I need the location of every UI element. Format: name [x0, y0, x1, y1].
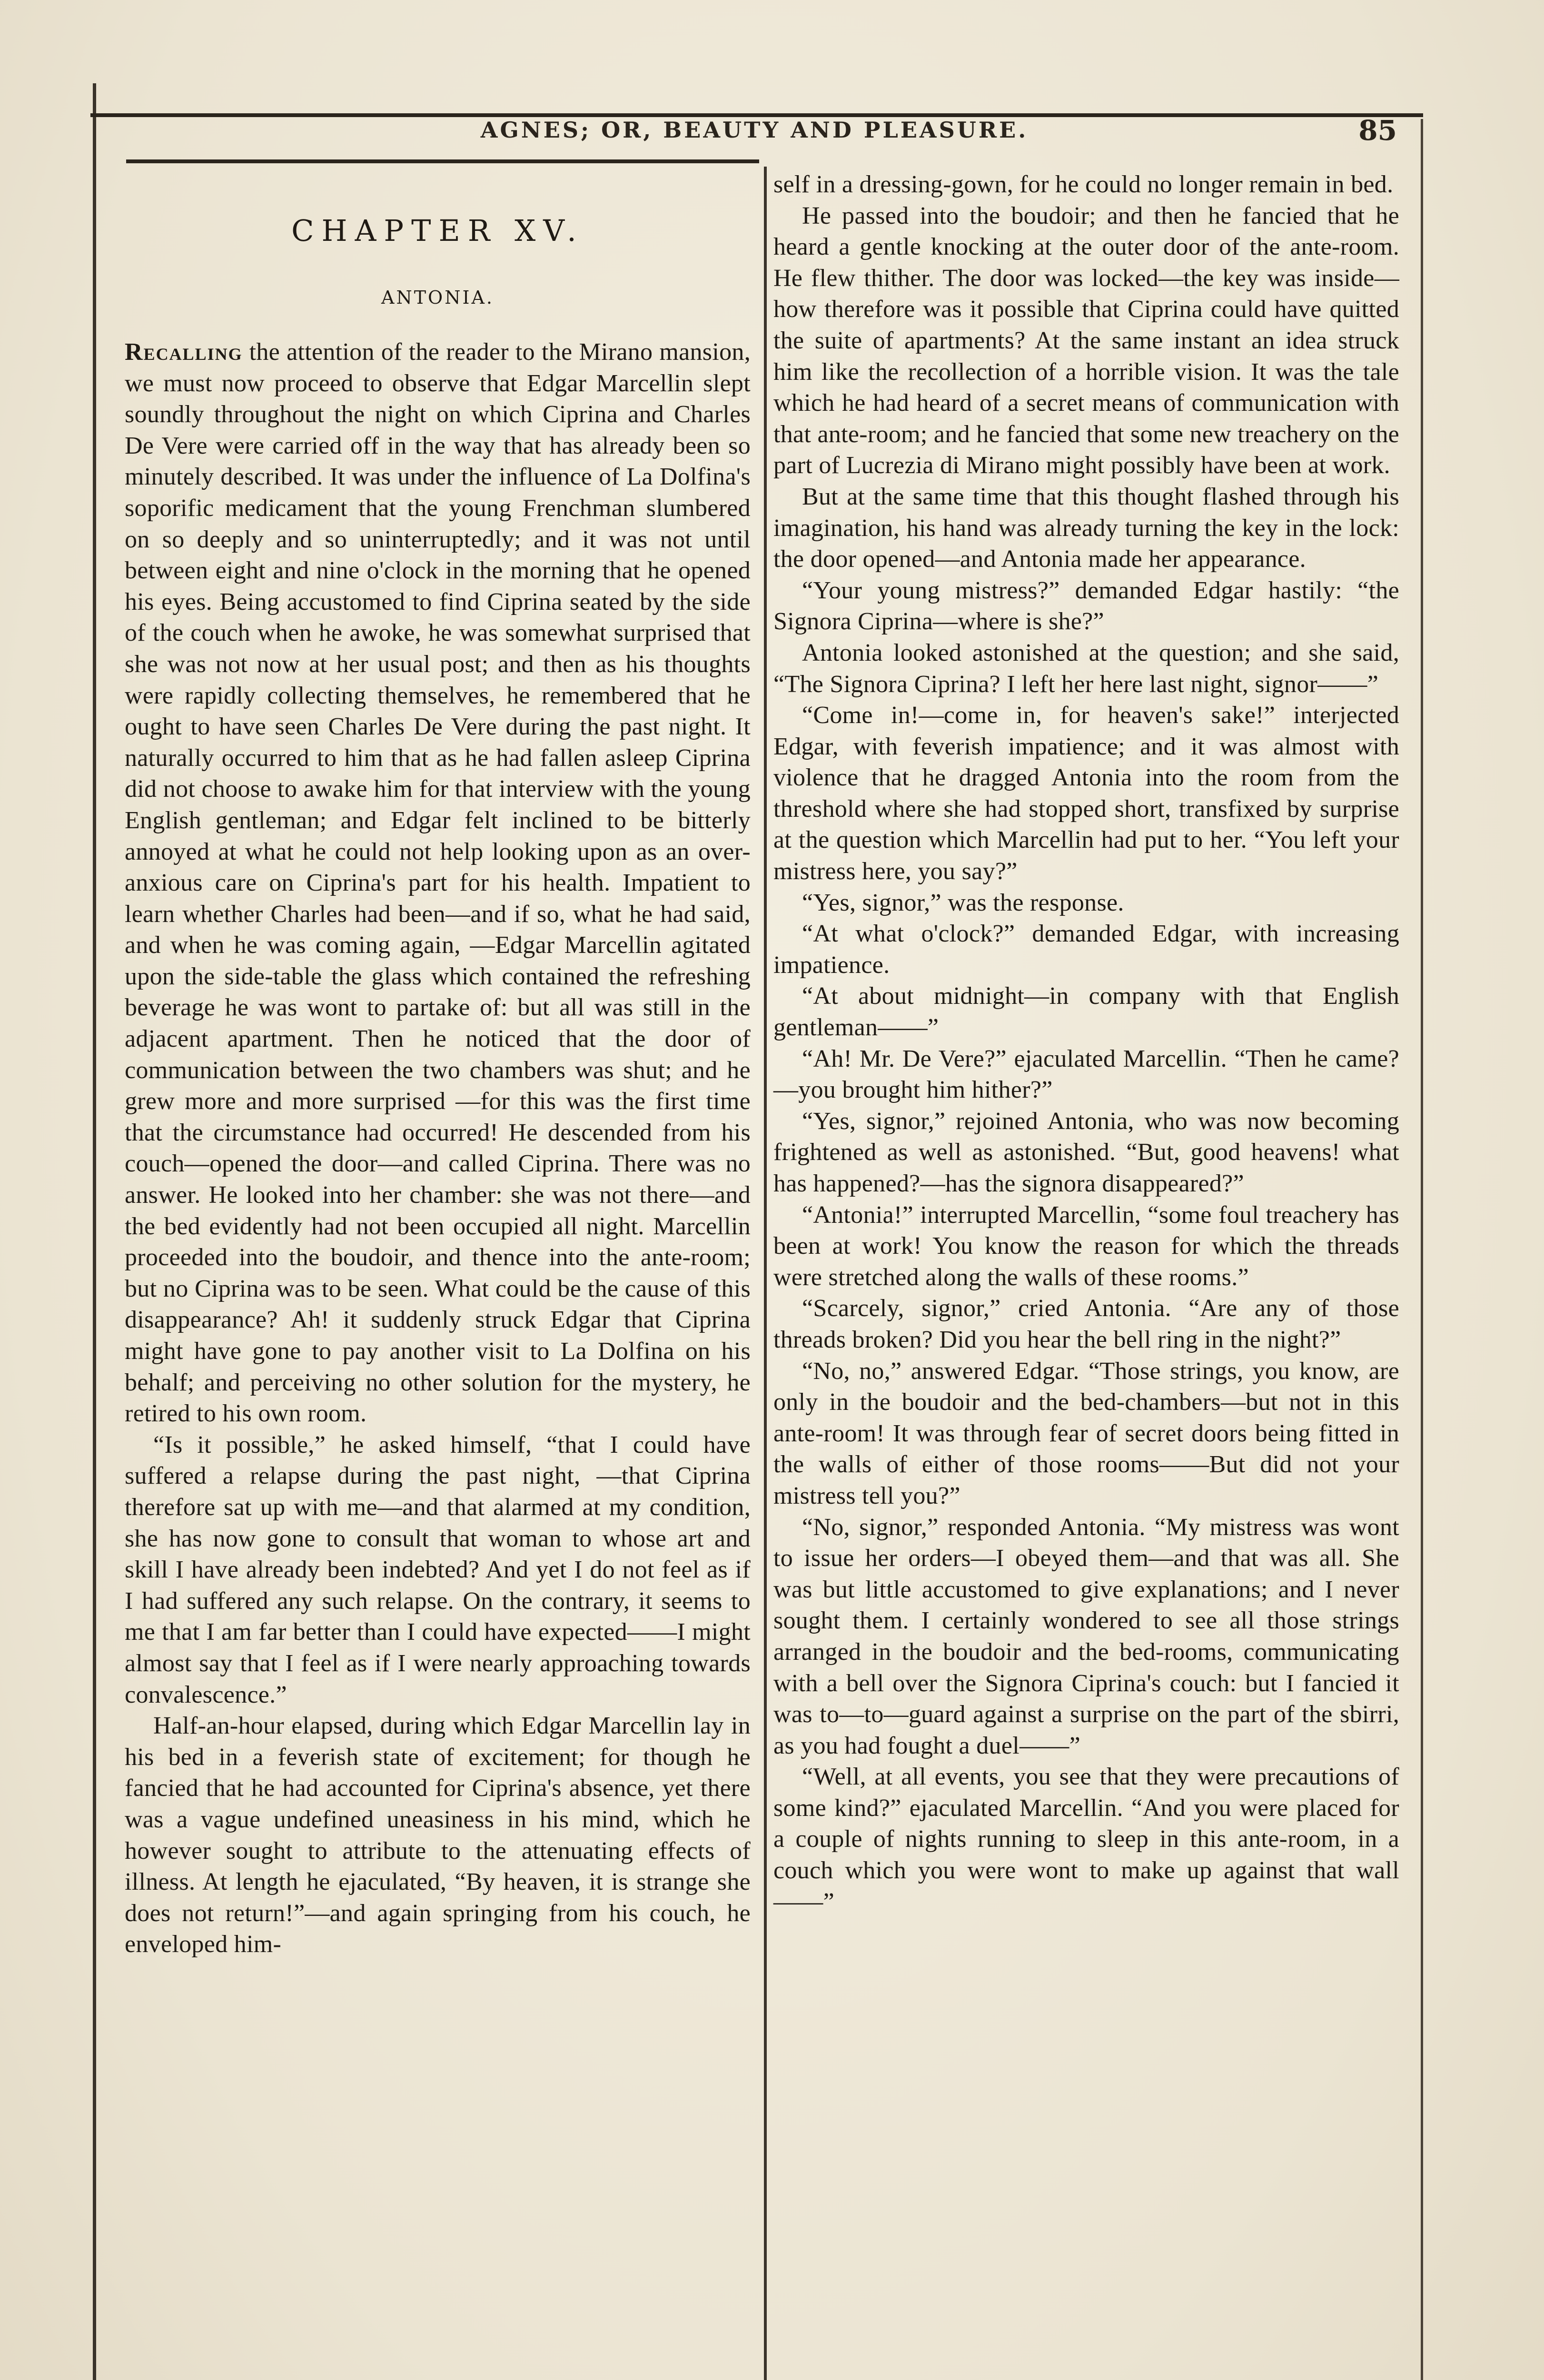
paragraph	[125, 337, 751, 1429]
paragraph: Half-an-hour elapsed, during which Edgar Marcellin lay in his bed in a feverish state of excitement; for though he fancied that he had accounted for Ciprina's absence, yet there was a vague undefined uneasiness in his mind, which he however sought to attribute to the attenuating effects of illness. At length he ejaculated, “By heaven, it is strange she does not return!”—and again springing from his couch, he enveloped him-	[125, 1712, 751, 1958]
paragraph: “Antonia!” interrupted Marcellin, “some foul treachery has been at work! You know the reason for which the threads were stretched along the walls of these rooms.”	[773, 1201, 1399, 1291]
paragraph: “Yes, signor,” was the response.	[802, 889, 1124, 916]
right-column	[773, 169, 1399, 1917]
paragraph: “Ah! Mr. De Vere?” ejaculated Marcellin. “Then he came?—you brought him hither?”	[773, 1045, 1399, 1104]
left-border-rule	[93, 83, 96, 2380]
left-column	[125, 171, 751, 1960]
paragraph: “Scarcely, signor,” cried Antonia. “Are any of those threads broken? Did you hear the bell ring in the night?”	[773, 1295, 1399, 1353]
running-title: AGNES; OR, BEAUTY AND PLEASURE.	[480, 117, 1029, 143]
paragraph: “No, signor,” responded Antonia. “My mistress was wont to issue her orders—I obeyed them—and that was all. She was but little accustomed to give explanations; and I never sought them. I certainly wondered to see all those strings arranged in the boudoir and the bed-rooms, communicating with a bell over the Signora Ciprina's couch: but I fancied it was to—to—guard against a surprise on the part of the sbirri, as you had fought a duel——”	[773, 1513, 1399, 1759]
lead-word: Recalling	[125, 338, 243, 366]
chapter-title: CHAPTER XV.	[291, 213, 584, 248]
paragraph: But at the same time that this thought flashed through his imagination, his hand was already turning the key in the lock: the door opened—and Antonia made her appearance.	[773, 483, 1399, 573]
paragraph: self in a dressing-gown, for he could no longer remain in bed.	[773, 171, 1394, 198]
paragraph: “No, no,” answered Edgar. “Those strings, you know, are only in the boudoir and the bed-chambers—but not in this ante-room! It was through fear of secret doors being fitted in the walls of either of those rooms——But did not your mistress tell you?”	[773, 1357, 1399, 1509]
paragraph: “Your young mistress?” demanded Edgar hastily: “the Signora Ciprina—where is she?”	[773, 576, 1399, 635]
paragraph: “Well, at all events, you see that they were precautions of some kind?” ejaculated Marcellin. “And you were placed for a couple of nights running to sleep in this ante-room, in a couch which you were wont to make up against that wall——”	[773, 1763, 1399, 1915]
paragraph: “At what o'clock?” demanded Edgar, with increasing impatience.	[773, 920, 1399, 979]
column-divider	[764, 167, 767, 2380]
right-border-rule	[1421, 119, 1423, 2380]
paragraph: “Is it possible,” he asked himself, “that I could have suffered a relapse during the past night, —that Ciprina therefore sat up with me—and that alarmed at my condition, she has now gone to consult that woman to whose art and skill I have already been indebted? And yet I do not feel as if I had suffered any such relapse. On the contrary, it seems to me that I am far better than I could have expected——I might almost say that I feel as if I were nearly approaching towards convalescence.”	[125, 1431, 751, 1708]
paragraph: “Come in!—come in, for heaven's sake!” interjected Edgar, with feverish impatience; and it was almost with violence that he dragged Antonia into the room from the threshold where she had stopped short, transfixed by surprise at the question which Marcellin had put to her. “You left your mistress here, you say?”	[773, 702, 1399, 885]
paragraph: “At about midnight—in company with that English gentleman——”	[773, 982, 1399, 1041]
paragraph: “Yes, signor,” rejoined Antonia, who was now becoming frightened as well as astonished. “But, good heavens! what has happened?—has the signora disappeared?”	[773, 1107, 1399, 1197]
page-number: 85	[1358, 114, 1397, 147]
paragraph-text: the attention of the reader to the Mirano mansion, we must now proceed to observe that Edgar Marcellin slept soundly throughout the night on which Ciprina and Charles De Vere were carried off in the way that has already been so minutely described. It was under the influence of La Dolfina's soporific medicament that the young Frenchman slumbered on so deeply and so uninterruptedly; and it was not until between eight and nine o'clock in the morning that he opened his eyes. Being accustomed to find Ciprina seated by the side of the couch when he awoke, he was somewhat surprised that she was not now at her usual post; and then as his thoughts were rapidly collecting themselves, he remembered that he ought to have seen Charles De Vere during the past night. It naturally occurred to him that as he had fallen asleep Ciprina did not choose to awake him for that interview with the young English gentleman; and Edgar felt inclined to be bitterly annoyed at what he could not help looking upon as an over-anxious care on Ciprina's part for his health. Impatient to learn whether Charles had been—and if so, what he had said, and when he was coming again, —Edgar Marcellin agitated upon the side-table the glass which contained the refreshing beverage he was wont to partake of: but all was still in the adjacent apartment. Then he noticed that the door of communication between the two chambers was shut; and he grew more and more surprised —for this was the first time that the circumstance had occurred! He descended from his couch—opened the door—and called Ciprina. There was no answer. He looked into her chamber: she was not there—and the bed evidently had not been occupied all night. Marcellin proceeded into the boudoir, and thence into the ante-room; but no Ciprina was to be seen. What could be the cause of this disappearance? Ah! it suddenly struck Edgar that Ciprina might have gone to pay another visit to La Dolfina on his behalf; and perceiving no other solution for the mystery, he retired to his own room.	[125, 338, 751, 1428]
paragraph: He passed into the boudoir; and then he fancied that he heard a gentle knocking at the outer door of the ante-room. He flew thither. The door was locked—the key was inside—how therefore was it possible that Ciprina could have quitted the suite of apartments? At the same instant an idea struck him like the recollection of a horrible vision. It was the tale which he had heard of a secret means of communication with that ante-room; and he fancied that some new treachery on the part of Lucrezia di Mirano might possibly have been at work.	[773, 202, 1399, 479]
paragraph: Antonia looked astonished at the question; and she said, “The Signora Ciprina? I left her here last night, signor——”	[773, 639, 1399, 698]
page-header	[102, 114, 1406, 162]
chapter-subtitle: ANTONIA.	[381, 287, 494, 308]
header-underline-rule	[126, 159, 759, 163]
